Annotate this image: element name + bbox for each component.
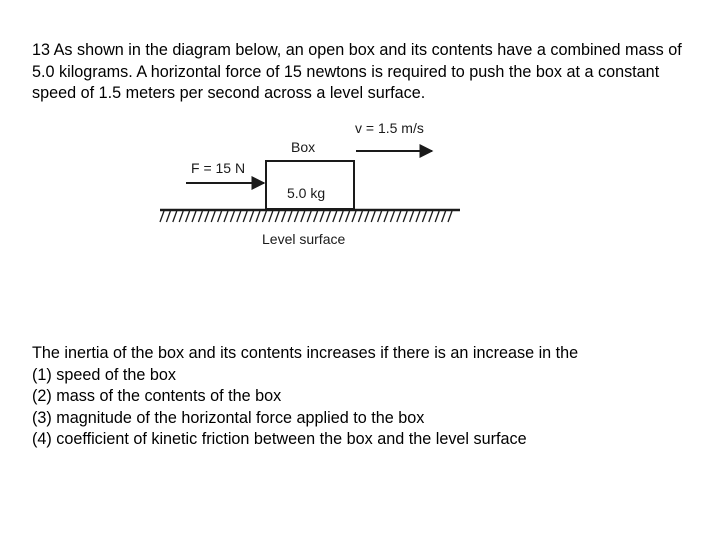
hatch-mark <box>186 211 190 222</box>
hatch-mark <box>198 211 202 222</box>
hatch-mark <box>294 211 298 222</box>
hatch-mark <box>262 211 266 222</box>
hatch-mark <box>224 211 228 222</box>
hatch-mark <box>179 211 183 222</box>
hatch-mark <box>448 211 452 222</box>
choice-1[interactable]: (1) speed of the box <box>32 365 176 384</box>
choice-3[interactable]: (3) magnitude of the horizontal force applied to the box <box>32 408 425 427</box>
hatch-mark <box>269 211 273 222</box>
hatch-mark <box>442 211 446 222</box>
question-body: As shown in the diagram below, an open box and its contents have a combined mass of 5.0 kilograms. A horizontal force of 15 newtons is required to push the box at a constant speed of 1.5 meters per second across a level surface. <box>32 41 682 102</box>
hatch-mark <box>384 211 388 222</box>
hatch-mark <box>211 211 215 222</box>
hatch-mark <box>314 211 318 222</box>
hatch-mark <box>422 211 426 222</box>
hatch-mark <box>243 211 247 222</box>
hatch-mark <box>403 211 407 222</box>
hatch-mark <box>320 211 324 222</box>
hatch-mark <box>256 211 260 222</box>
hatch-mark <box>378 211 382 222</box>
hatch-mark <box>333 211 337 222</box>
hatch-mark <box>192 211 196 222</box>
hatch-mark <box>173 211 177 222</box>
prompt-stem: The inertia of the box and its contents increases if there is an increase in the <box>32 344 579 362</box>
hatch-mark <box>282 211 286 222</box>
hatch-mark <box>397 211 401 222</box>
force-label: F = 15 N <box>191 160 246 176</box>
hatch-mark <box>416 211 420 222</box>
answer-prompt <box>32 343 702 451</box>
hatch-mark <box>250 211 254 222</box>
hatch-mark <box>410 211 414 222</box>
hatch-mark <box>301 211 305 222</box>
hatch-mark <box>390 211 394 222</box>
question-number: 13 <box>32 41 51 59</box>
hatch-mark <box>166 211 170 222</box>
velocity-label: v = 1.5 m/s <box>355 120 424 136</box>
hatch-mark <box>435 211 439 222</box>
hatch-mark <box>352 211 356 222</box>
hatch-mark <box>358 211 362 222</box>
choice-4[interactable]: (4) coefficient of kinetic friction between the box and the level surface <box>32 430 527 448</box>
hatch-mark <box>218 211 222 222</box>
hatch-mark <box>288 211 292 222</box>
hatch-mark <box>237 211 241 222</box>
hatch-mark <box>160 211 164 222</box>
hatch-mark <box>230 211 234 222</box>
hatch-mark <box>275 211 279 222</box>
physics-diagram <box>150 112 470 262</box>
box-label: Box <box>291 139 316 155</box>
surface-hatching <box>160 211 452 222</box>
mass-label: 5.0 kg <box>287 185 326 201</box>
choice-2[interactable]: (2) mass of the contents of the box <box>32 387 282 405</box>
hatch-mark <box>205 211 209 222</box>
hatch-mark <box>371 211 375 222</box>
hatch-mark <box>307 211 311 222</box>
hatch-mark <box>346 211 350 222</box>
hatch-mark <box>429 211 433 222</box>
question-text <box>32 40 702 105</box>
hatch-mark <box>365 211 369 222</box>
surface-label: Level surface <box>262 231 346 247</box>
hatch-mark <box>326 211 330 222</box>
hatch-mark <box>339 211 343 222</box>
